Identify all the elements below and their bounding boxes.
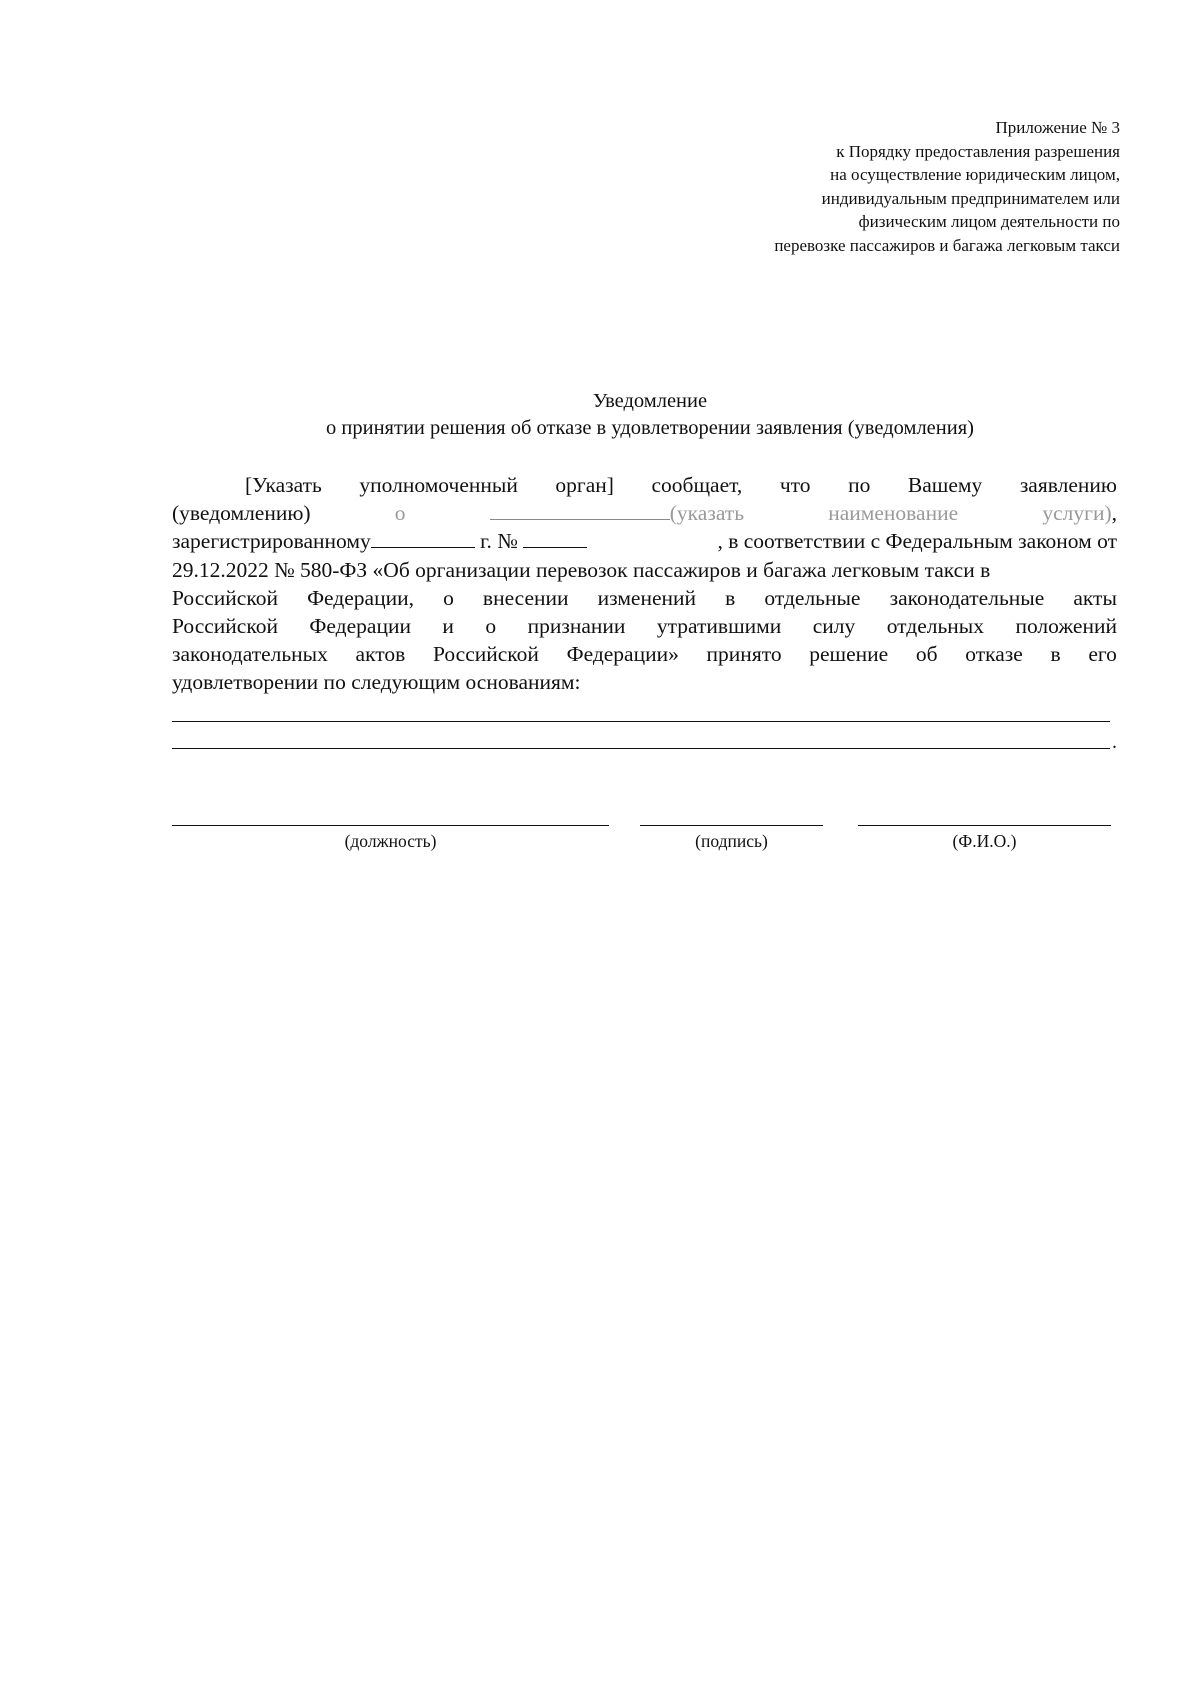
appendix-line: перевозке пассажиров и багажа легковым такси xyxy=(774,235,1120,255)
body-word: Российской xyxy=(172,585,278,610)
appendix-line: Приложение № 3 xyxy=(995,118,1120,137)
body-line-4 xyxy=(172,556,1117,584)
body-word: признании xyxy=(527,614,626,639)
body-word: , в соответствии с Федеральным законом от xyxy=(717,529,1117,554)
body-line-3 xyxy=(172,527,1117,555)
body-word: о xyxy=(443,585,454,610)
body-word: в xyxy=(1050,642,1061,667)
body-line-1 xyxy=(172,471,1117,499)
body-word: законодательные xyxy=(889,585,1045,610)
position-line[interactable] xyxy=(172,825,609,826)
body-line-8 xyxy=(172,668,1117,696)
appendix-line: к Порядку предоставления разрешения xyxy=(836,141,1120,161)
body-word: Российской xyxy=(432,642,539,667)
body-word: орган] xyxy=(555,473,614,497)
body-word: и xyxy=(442,614,454,639)
position-label: (должность) xyxy=(344,831,437,851)
body-word: его xyxy=(1088,642,1117,667)
service-name-field[interactable] xyxy=(490,499,744,527)
service-hint: (указать xyxy=(669,501,745,526)
body-word: отдельные xyxy=(764,585,861,610)
body-word: уполномоченный xyxy=(359,473,518,497)
body-word: законодательных xyxy=(172,642,328,667)
registration-date-field[interactable] xyxy=(371,529,475,548)
grounds-end-mark: . xyxy=(1112,731,1117,753)
body-word: Вашему xyxy=(907,473,983,497)
registration-number-field[interactable] xyxy=(523,529,587,548)
body-line-6 xyxy=(172,612,1117,640)
body-line-5 xyxy=(172,584,1117,612)
body-word: в xyxy=(725,585,736,610)
body-word: отдельных xyxy=(886,614,984,639)
body-word: принято xyxy=(706,642,782,667)
body-punct: , xyxy=(1111,501,1117,526)
body-word: положений xyxy=(1015,614,1117,639)
authority-placeholder: [Указать xyxy=(245,473,322,497)
body-text: удовлетворении по следующим основаниям: xyxy=(172,670,581,695)
body-line-7 xyxy=(172,640,1117,668)
body-word: Федерации, xyxy=(307,585,414,610)
body-word: по xyxy=(848,473,871,497)
body-word: решение xyxy=(809,642,889,667)
grounds-line-1[interactable] xyxy=(172,721,1110,722)
document-title: Уведомление xyxy=(592,390,708,412)
body-word: внесении xyxy=(482,585,569,610)
body-word: акты xyxy=(1073,585,1117,610)
appendix-reference xyxy=(774,116,1120,257)
body-word: о xyxy=(485,614,497,639)
body-word: сообщает, xyxy=(651,473,743,497)
grounds-line-2[interactable] xyxy=(172,748,1110,749)
body-word: г. № xyxy=(474,529,524,554)
body-word: актов xyxy=(355,642,406,667)
signature-line[interactable] xyxy=(640,825,823,826)
service-hint: услуги) xyxy=(1042,501,1112,526)
body-word: Федерации» xyxy=(566,642,679,667)
body-word: (уведомлению) xyxy=(172,501,311,526)
body-word: заявлению xyxy=(1019,473,1117,497)
body-word: утратившими xyxy=(656,614,782,639)
full-name-line[interactable] xyxy=(858,825,1111,826)
body-word: зарегистрированному xyxy=(172,529,371,554)
body-text: 29.12.2022 № 580-ФЗ «Об организации перевозок пассажиров и багажа легковым такси в xyxy=(172,557,991,582)
body-line-2 xyxy=(172,499,1117,527)
full-name-label: (Ф.И.О.) xyxy=(952,831,1017,851)
body-word: силу xyxy=(812,614,856,639)
body-word: об xyxy=(915,642,938,667)
document-subtitle: о принятии решения об отказе в удовлетворении заявления (уведомления) xyxy=(326,417,974,439)
appendix-line: индивидуальным предпринимателем или xyxy=(821,188,1120,208)
body-word: изменений xyxy=(597,585,697,610)
body-word: Федерации xyxy=(309,614,411,639)
appendix-line: физическим лицом деятельности по xyxy=(858,212,1120,231)
body-word: что xyxy=(779,473,811,497)
notice-body xyxy=(172,471,1117,697)
body-word: отказе xyxy=(965,642,1023,667)
body-word: Российской xyxy=(172,614,278,639)
service-hint: наименование xyxy=(828,501,959,526)
signature-label: (подпись) xyxy=(695,831,768,851)
appendix-line: на осуществление юридическим лицом, xyxy=(830,165,1120,184)
body-word: о xyxy=(394,501,406,526)
